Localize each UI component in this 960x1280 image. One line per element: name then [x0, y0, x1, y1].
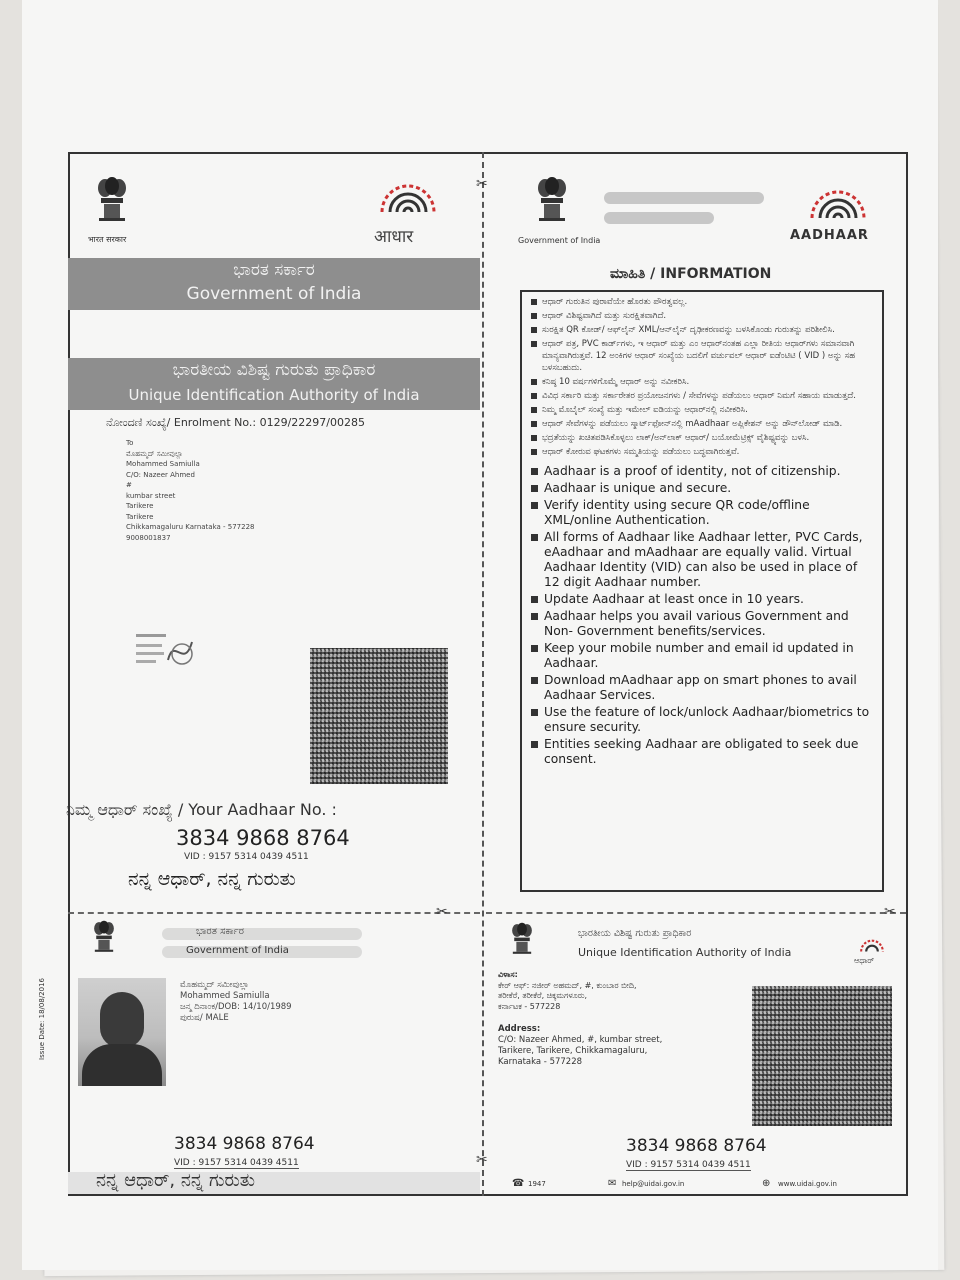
kannada-info-list	[530, 296, 876, 458]
holder-name-kannada: ಮೊಹಮ್ಮದ್ ಸಮೀವುಲ್ಲಾ	[180, 980, 249, 990]
address-line: Tarikere	[126, 512, 154, 521]
vertical-cut-line	[482, 152, 484, 1196]
scissors-icon: ✂	[436, 904, 448, 920]
information-box	[520, 290, 884, 892]
address-line: ಕೇರ್ ಆಫ್: ನಜೀರ್ ಅಹಮದ್, #, ಕುಂಬಾರ ಬೀದಿ,	[498, 980, 637, 990]
list-item: ಕನಿಷ್ಠ 10 ವರ್ಷಗಳಿಗೊಮ್ಮೆ ಆಧಾರ್ ಅನ್ನು ನವೀಕರಿಸಿ.	[530, 376, 876, 388]
web-icon: ⊕	[762, 1178, 771, 1189]
emblem-caption: Government of India	[518, 236, 601, 245]
qr-code	[310, 648, 448, 784]
scissors-icon: ✂	[884, 904, 896, 920]
english-info-list	[530, 464, 876, 767]
back-vid-number: VID : 9157 5314 0439 4511	[626, 1160, 751, 1170]
address-line: Tarikere, Tarikere, Chikkamagaluru,	[498, 1046, 648, 1056]
card-aadhaar-number: 3834 9868 8764	[174, 1134, 315, 1154]
list-item: ನಿಮ್ಮ ಮೊಬೈಲ್ ಸಂಖ್ಯೆ ಮತ್ತು ಇಮೇಲ್ ಐಡಿಯನ್ನು ಆಧಾರ್‌ನಲ್ಲಿ ನವೀಕರಿಸಿ.	[530, 404, 876, 416]
redacted-text	[162, 928, 362, 940]
emblem-caption: भारत सरकार	[88, 235, 127, 244]
card-tagline: ನನ್ನ ಆಧಾರ್, ನನ್ನ ಗುರುತು	[96, 1170, 255, 1191]
address-label: ವಿಳಾಸ:	[498, 970, 518, 979]
address-line: ಮೊಹಮ್ಮದ್ ಸಮೀವುಲ್ಲಾ	[126, 449, 183, 458]
government-band	[68, 258, 480, 310]
address-line: To	[126, 439, 134, 447]
signature-stamp	[134, 630, 198, 674]
phone-icon: ☎	[512, 1178, 525, 1189]
aadhaar-number: 3834 9868 8764	[176, 826, 350, 850]
card-gov-kannada: ಭಾರತ ಸರ್ಕಾರ	[196, 926, 244, 937]
card-gov-english: Government of India	[186, 945, 289, 956]
list-item: ಭದ್ರತೆಯನ್ನು ಖಚಿತಪಡಿಸಿಕೊಳ್ಳಲು ಲಾಕ್/ಅನ್‌ಲಾಕ್ ಆಧಾರ್/ ಬಯೋಮೆಟ್ರಿಕ್ಸ್ ವೈಶಿಷ್ಟ್ಯವನ್ನು ಬಳಸಿ.	[530, 432, 876, 444]
list-item: Use the feature of lock/unlock Aadhaar/biometrics to ensure security.	[530, 705, 876, 735]
address-line: Chikkamagaluru Karnataka - 577228	[126, 523, 255, 531]
list-item: Aadhaar is a proof of identity, not of citizenship.	[530, 464, 876, 479]
national-emblem-icon	[95, 176, 129, 224]
holder-photo	[78, 978, 166, 1086]
footer-web: www.uidai.gov.in	[778, 1180, 837, 1188]
aadhaar-logo-text: आधार	[374, 227, 414, 247]
national-emblem-icon	[92, 920, 116, 954]
address-block	[126, 438, 255, 543]
list-item: Update Aadhaar at least once in 10 years.	[530, 592, 876, 607]
gov-english: Government of India	[186, 284, 362, 304]
information-title: ಮಾಹಿತಿ / INFORMATION	[610, 266, 772, 282]
list-item: ಆಧಾರ್ ಪತ್ರ, PVC ಕಾರ್ಡ್‌ಗಳು, ಇ ಆಧಾರ್ ಮತ್ತು ಎಂ ಆಧಾರ್‌ನಂತಹ ಎಲ್ಲಾ ರೀತಿಯ ಆಧಾರ್‌ಗಳು ಸಮಾನವಾಗಿ ಮಾನ್ಯವಾಗಿರುತ್ತವೆ. 12 ಅಂಕಿಗಳ ಆಧಾರ್ ಸಂಖ್ಯೆಯ ಬದಲಿಗೆ ವರ್ಚುವಲ್ ಆಧಾರ್ ಐಡೆಂಟಿಟಿ ( VID ) ಅನ್ನು ಸಹ ಬಳಸಬಹುದು.	[530, 338, 876, 374]
list-item: Aadhaar is unique and secure.	[530, 481, 876, 496]
address-block-kannada	[498, 970, 637, 1012]
holder-dob: ಜನ್ಮ ದಿನಾಂಕ/DOB: 14/10/1989	[180, 1002, 292, 1012]
address-line: Karnataka - 577228	[498, 1057, 583, 1067]
scissors-icon: ✂	[476, 1152, 488, 1168]
gov-kannada: ಭಾರತ ಸರ್ಕಾರ	[233, 260, 315, 280]
aadhaar-logo-text: AADHAAR	[790, 228, 869, 243]
address-block-english	[498, 1024, 662, 1068]
list-item: ಆಧಾರ್ ಸೇವೆಗಳನ್ನು ಪಡೆಯಲು ಸ್ಮಾರ್ಟ್‌ಫೋನ್‌ನಲ್ಲಿ mAadhaar ಅಪ್ಲಿಕೇಶನ್ ಅನ್ನು ಡೌನ್‌ಲೋಡ್ ಮಾಡಿ.	[530, 418, 876, 430]
uidai-english: Unique Identification Authority of India	[128, 386, 420, 404]
list-item: ಸುರಕ್ಷಿತ QR ಕೋಡ್/ ಆಫ್‌ಲೈನ್ XML/ಆನ್‌ಲೈನ್ ದೃಢೀಕರಣವನ್ನು ಬಳಸಿಕೊಂಡು ಗುರುತನ್ನು ಪರಿಶೀಲಿಸಿ.	[530, 324, 876, 336]
list-item: Entities seeking Aadhaar are obligated to seek due consent.	[530, 737, 876, 767]
address-line: Tarikere	[126, 502, 154, 510]
aadhaar-logo-icon	[360, 176, 456, 220]
back-uidai-kannada: ಭಾರತೀಯ ವಿಶಿಷ್ಟ ಗುರುತು ಪ್ರಾಧಿಕಾರ	[578, 928, 692, 939]
card-details	[180, 980, 292, 1024]
list-item: Verify identity using secure QR code/offline XML/online Authentication.	[530, 498, 876, 528]
your-aadhaar-no-label: ನಿಮ್ಮ ಆಧಾರ್ ಸಂಖ್ಯೆ / Your Aadhaar No. :	[66, 800, 337, 819]
uidai-band	[68, 358, 480, 410]
scissors-icon: ✂	[476, 176, 488, 192]
list-item: ಆಧಾರ್ ಗುರುತಿನ ಪುರಾವೆಯೇ ಹೊರತು ಪೌರತ್ವವಲ್ಲ.	[530, 296, 876, 308]
address-line: ಕರ್ನಾಟಕ - 577228	[498, 1001, 561, 1011]
address-line: ತರೀಕೆರೆ, ತರೀಕೆರೆ, ಚಿಕ್ಕಮಗಳೂರು,	[498, 991, 588, 1000]
address-line: #	[126, 481, 132, 489]
back-qr-code	[752, 986, 892, 1126]
holder-name-english: Mohammed Samiulla	[180, 991, 270, 1001]
back-logo-text: ಆಧಾರ್	[854, 956, 875, 965]
back-footer	[488, 1176, 906, 1196]
uidai-kannada: ಭಾರತೀಯ ವಿಶಿಷ್ಟ ಗುರುತು ಪ್ರಾಧಿಕಾರ	[172, 360, 376, 380]
list-item: ಆಧಾರ್ ಕೋರುವ ಘಟಕಗಳು ಸಮ್ಮತಿಯನ್ನು ಪಡೆಯಲು ಬದ್ಧವಾಗಿರುತ್ತವೆ.	[530, 446, 876, 458]
national-emblem-icon	[510, 922, 534, 956]
redacted-text	[604, 192, 764, 204]
back-uidai-english: Unique Identification Authority of India	[578, 946, 792, 959]
footer-phone: 1947	[528, 1180, 546, 1188]
address-label: Address:	[498, 1024, 541, 1034]
issue-date-vertical: Issue Date: 18/08/2016	[38, 978, 46, 1060]
footer-email: help@uidai.gov.in	[622, 1180, 685, 1188]
back-aadhaar-number: 3834 9868 8764	[626, 1136, 767, 1156]
list-item: Keep your mobile number and email id updated in Aadhaar.	[530, 641, 876, 671]
aadhaar-logo-icon	[790, 178, 886, 222]
address-line: 9008001837	[126, 533, 171, 542]
list-item: ಆಧಾರ್ ವಿಶಿಷ್ಟವಾಗಿದೆ ಮತ್ತು ಸುರಕ್ಷಿತವಾಗಿದೆ.	[530, 310, 876, 322]
list-item: Download mAadhaar app on smart phones to avail Aadhaar Services.	[530, 673, 876, 703]
address-line: Mohammed Samiulla	[126, 460, 200, 468]
enrolment-number: ನೋಂದಣಿ ಸಂಖ್ಯೆ/ Enrolment No.: 0129/22297/00285	[106, 416, 365, 429]
address-line: kumbar street	[126, 491, 176, 500]
horizontal-cut-line-left	[68, 912, 480, 914]
list-item: Aadhaar helps you avail various Government and Non- Government benefits/services.	[530, 609, 876, 639]
holder-gender: ಪುರುಷ/ MALE	[180, 1013, 229, 1023]
tagline: ನನ್ನ ಆಧಾರ್, ನನ್ನ ಗುರುತು	[128, 868, 296, 890]
aadhaar-logo-icon	[852, 934, 892, 954]
address-line: C/O: Nazeer Ahmed, #, kumbar street,	[498, 1035, 663, 1045]
list-item: ವಿವಿಧ ಸರ್ಕಾರಿ ಮತ್ತು ಸರ್ಕಾರೇತರ ಪ್ರಯೋಜನಗಳು / ಸೇವೆಗಳನ್ನು ಪಡೆಯಲು ಆಧಾರ್ ನಿಮಗೆ ಸಹಾಯ ಮಾಡುತ್ತದೆ.	[530, 390, 876, 402]
horizontal-cut-line-right	[486, 912, 906, 914]
address-line: C/O: Nazeer Ahmed	[126, 470, 195, 479]
email-icon: ✉	[608, 1178, 617, 1189]
card-vid-number: VID : 9157 5314 0439 4511	[174, 1158, 299, 1168]
national-emblem-icon	[535, 176, 569, 224]
redacted-text	[604, 212, 714, 224]
vid-number: VID : 9157 5314 0439 4511	[184, 852, 309, 862]
list-item: All forms of Aadhaar like Aadhaar letter, PVC Cards, eAadhaar and mAadhaar are equally valid. Virtual Aadhaar Identity (VID) can also be used in place of 12 digit Aadhaar number.	[530, 530, 876, 590]
